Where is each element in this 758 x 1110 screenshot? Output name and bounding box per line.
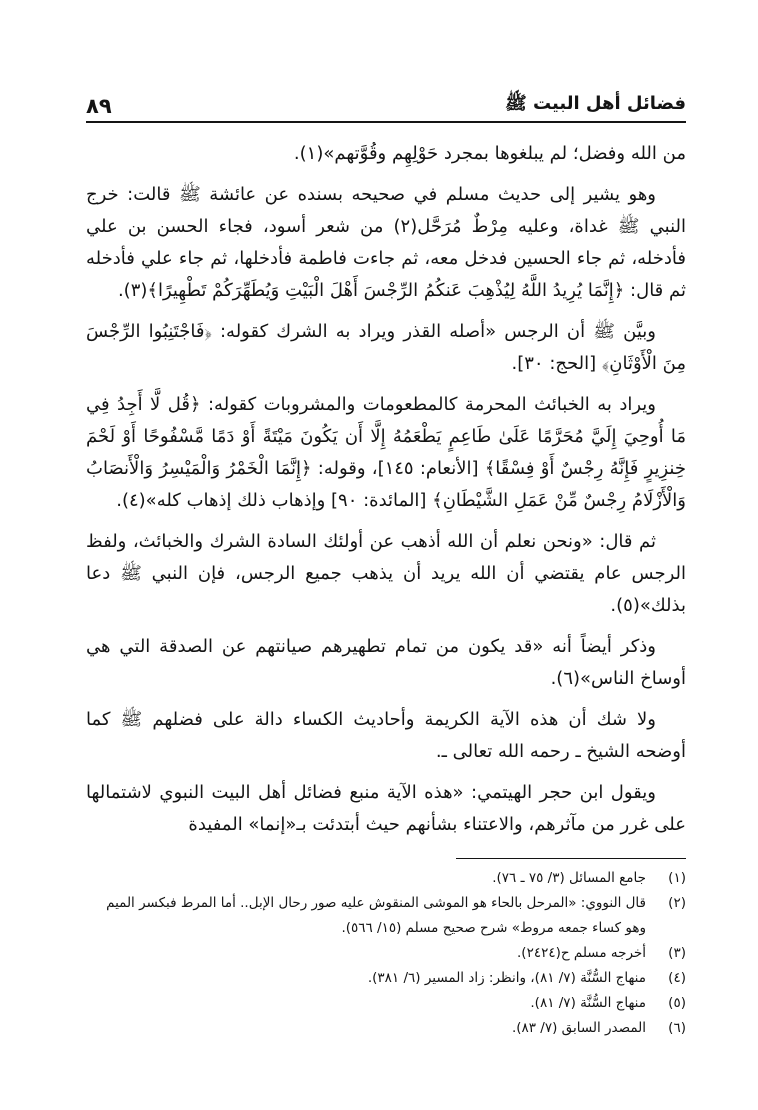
footnote xyxy=(86,866,686,891)
footnote-text: منهاج السُّنَّة (٧/ ٨١). xyxy=(530,995,646,1011)
body-text xyxy=(86,138,686,850)
footnote-number: (٣) xyxy=(668,945,686,961)
footnote-number: (١) xyxy=(668,870,686,886)
footnote xyxy=(86,966,686,991)
paragraph: وهو يشير إلى حديث مسلم في صحيحه بسنده عن عائشة ﷺ قالت: خرج النبي ﷺ غداة، وعليه مِرْطٌ مُرَحَّل(٢) من شعر أسود، فجاء الحسن بن علي فأدخله، ثم جاء الحسين فدخل معه، ثم جاءت فاطمة فأدخلها، ثم جاء علي فأدخله ثم قال: ﴿إِنَّمَا يُرِيدُ اللَّهُ لِيُذْهِبَ عَنكُمُ الرِّجْسَ أَهْلَ الْبَيْتِ وَيُطَهِّرَكُمْ تَطْهِيرًا﴾(٣). xyxy=(86,184,686,301)
footnote-text: أخرجه مسلم ح(٢٤٢٤). xyxy=(517,945,646,961)
footnote-text: قال النووي: «المرحل بالحاء هو الموشى المنقوش عليه صور رحال الإبل.. أما المرط فبكسر الميم وهو كساء جمعه مروط» شرح صحيح مسلم (١٥/ ٥٦٦). xyxy=(106,895,646,936)
footnote-text: منهاج السُّنَّة (٧/ ٨١)، وانظر: زاد المسير (٦/ ٣٨١). xyxy=(367,970,646,986)
paragraph: وذكر أيضاً أنه «قد يكون من تمام تطهيرهم صيانتهم عن الصدقة التي هي أوساخ الناس»(٦). xyxy=(86,636,686,689)
footnote-number: (٦) xyxy=(668,1020,686,1036)
footnote-separator xyxy=(456,858,686,859)
footnote-text: المصدر السابق (٧/ ٨٣). xyxy=(511,1020,646,1036)
page-number: ٨٩ xyxy=(86,94,112,118)
footnote xyxy=(86,991,686,1016)
footnotes xyxy=(86,866,686,1041)
footnote-number: (٥) xyxy=(668,995,686,1011)
footnote xyxy=(86,1016,686,1041)
footnote-number: (٤) xyxy=(668,970,686,986)
paragraph: ثم قال: «ونحن نعلم أن الله أذهب عن أولئك السادة الشرك والخبائث، ولفظ الرجس عام يقتضي أن الله يريد أن يذهب جميع الرجس، فإن النبي ﷺ دعا بذلك»(٥). xyxy=(86,531,686,616)
footnote xyxy=(86,941,686,966)
paragraph: ويراد به الخبائث المحرمة كالمطعومات والمشروبات كقوله: ﴿قُل لَّا أَجِدُ فِي مَا أُوحِيَ إِلَيَّ مُحَرَّمًا عَلَىٰ طَاعِمٍ يَطْعَمُهُ إِلَّا أَن يَكُونَ مَيْتَةً أَوْ دَمًا مَّسْفُوحًا أَوْ لَحْمَ خِنزِيرٍ فَإِنَّهُ رِجْسٌ أَوْ فِسْقًا﴾ [الأنعام: ١٤٥]، وقوله: ﴿إِنَّمَا الْخَمْرُ وَالْمَيْسِرُ وَالْأَنصَابُ وَالْأَزْلَامُ رِجْسٌ مِّنْ عَمَلِ الشَّيْطَانِ﴾ [المائدة: ٩٠] وإذهاب ذلك إذهاب كله»(٤). xyxy=(86,394,686,511)
paragraph: ولا شك أن هذه الآية الكريمة وأحاديث الكساء دالة على فضلهم ﷺ كما أوضحه الشيخ ـ رحمه الله تعالى ـ. xyxy=(86,709,686,762)
paragraph: وبيَّن ﷺ أن الرجس «أصله القذر ويراد به الشرك كقوله: ﴿فَاجْتَنِبُوا الرِّجْسَ مِنَ الْأَوْثَانِ﴾ [الحج: ٣٠]. xyxy=(86,321,686,374)
paragraph: من الله وفضل؛ لم يبلغوها بمجرد حَوْلِهِم وقُوَّتهم»(١). xyxy=(293,143,686,164)
footnote xyxy=(86,891,686,941)
footnote-text: جامع المسائل (٣/ ٧٥ ـ ٧٦). xyxy=(492,870,646,886)
header-rule xyxy=(86,121,686,123)
footnote-number: (٢) xyxy=(668,895,686,911)
paragraph: ويقول ابن حجر الهيتمي: «هذه الآية منبع فضائل أهل البيت النبوي لاشتمالها على غرر من مآثرهم، والاعتناء بشأنهم حيث أبتدئت بـ«إنما» المفيدة xyxy=(86,782,686,835)
header-title: فضائل أهل البيت ﷺ xyxy=(504,93,686,114)
running-header xyxy=(86,84,686,118)
